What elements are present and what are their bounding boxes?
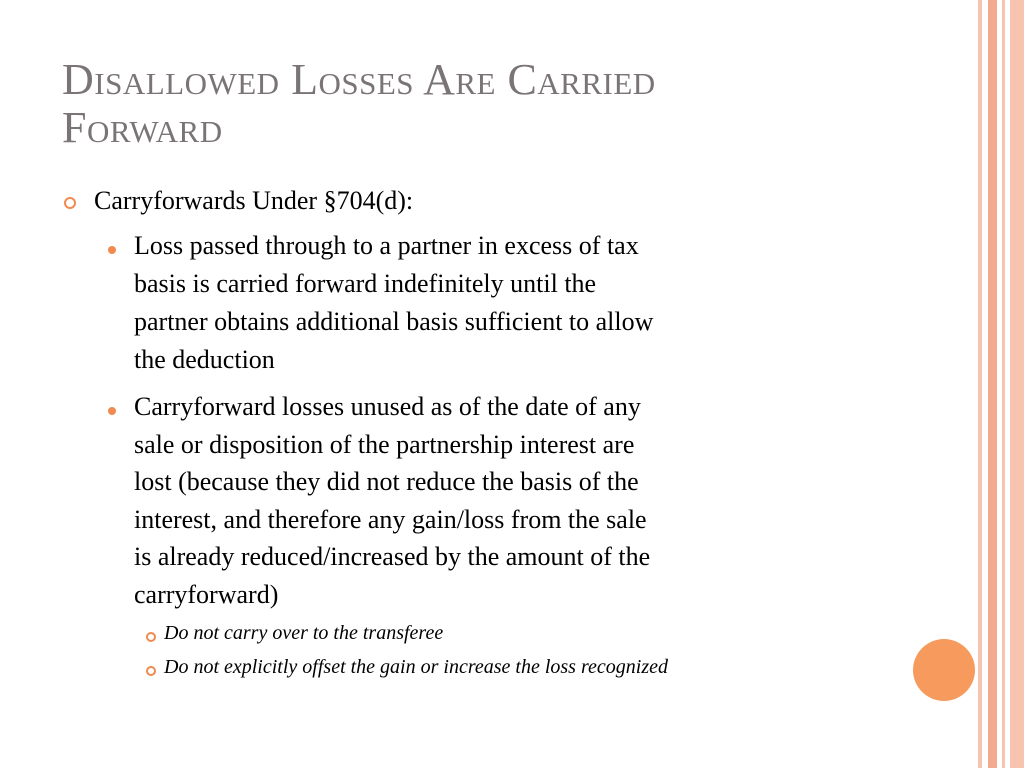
bullet2-line: interest, and therefore any gain/loss from the sale xyxy=(134,505,647,534)
slide-title xyxy=(62,56,942,153)
bullet2-line: Carryforward losses unused as of the date of any xyxy=(134,392,641,421)
sub-bullet-1: Do not carry over to the transferee xyxy=(164,622,444,644)
decor-stripe xyxy=(978,0,982,768)
bullet1-line: the deduction xyxy=(134,345,275,374)
bullet-ring-icon xyxy=(146,632,156,642)
bullet2-line: carryforward) xyxy=(134,580,279,609)
bullet-ring-icon xyxy=(64,197,76,209)
bullet2-line: sale or disposition of the partnership interest are xyxy=(134,430,635,459)
decor-stripe xyxy=(988,0,997,768)
bullet1-line: partner obtains additional basis sufficient to allow xyxy=(134,307,654,336)
decor-stripe xyxy=(1002,0,1005,768)
decor-circle xyxy=(913,639,975,701)
sub-bullet-2: Do not explicitly offset the gain or increase the loss recognized xyxy=(164,656,668,678)
bullet2-line: lost (because they did not reduce the basis of the xyxy=(134,467,639,496)
bullet2-line: is already reduced/increased by the amount of the xyxy=(134,542,651,571)
bullet1-line: Loss passed through to a partner in excess of tax xyxy=(134,231,639,260)
title-line-2: Forward xyxy=(62,103,223,153)
bullet-dot-icon xyxy=(108,407,116,415)
decor-stripe xyxy=(1010,0,1024,768)
bullet1-line: basis is carried forward indefinitely until the xyxy=(134,269,597,298)
bullet-dot-icon xyxy=(108,246,116,254)
title-line-1: Disallowed Losses Are Carried xyxy=(62,55,656,104)
level1-heading: Carryforwards Under §704(d): xyxy=(94,186,414,215)
bullet-ring-icon xyxy=(146,666,156,676)
